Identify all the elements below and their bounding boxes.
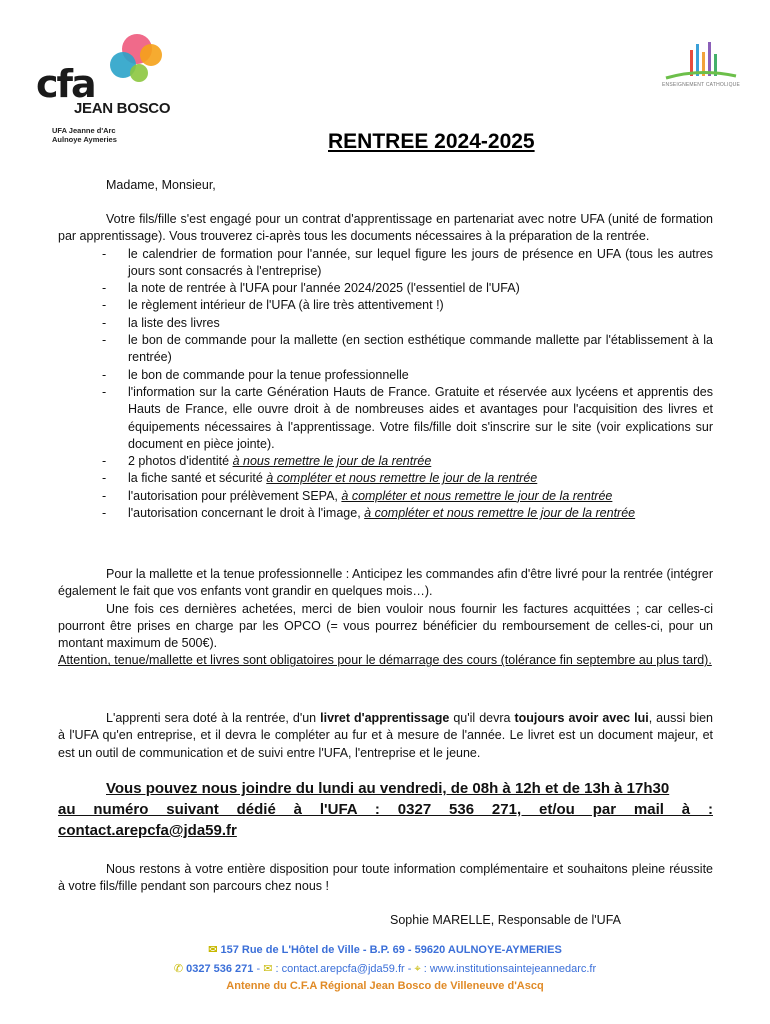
list-item: - l'information sur la carte Génération Hauts de France. Gratuite et réservée aux lycéens et apprentis des Hauts de France, elle ouvre droit à de nombreuses aides et avantages pour l'acquisition des livres et équipements nécessaires à l'apprentissage. Votre fils/fille doit s'inscrire sur le site (voir explications sur document en pièce jointe).: [58, 384, 713, 453]
catholique-label: ENSEIGNEMENT CATHOLIQUE: [661, 82, 741, 88]
footer-phone: 0327 536 271: [186, 963, 254, 975]
page-title: RENTREE 2024-2025: [328, 130, 535, 153]
mallette-paragraph: Pour la mallette et la tenue professionnelle : Anticipez les commandes afin d'être livré pour la rentrée (intégrer également le fait que vos enfants vont grandir en quelques mois…).: [58, 567, 713, 599]
list-item: - l'autorisation pour prélèvement SEPA, à compléter et nous remettre le jour de la rentrée: [58, 488, 713, 505]
salutation: [58, 177, 713, 194]
list-item: - le bon de commande pour la tenue professionnelle: [58, 367, 713, 384]
attention-paragraph: Attention, tenue/mallette et livres sont obligatoires pour le démarrage des cours (tolérance fin septembre au plus tard).: [58, 653, 712, 668]
list-item: - l'autorisation concernant le droit à l'image, à compléter et nous remettre le jour de la rentrée: [58, 505, 713, 522]
footer-antenne: Antenne du C.F.A Régional Jean Bosco de Villeneuve d'Ascq: [226, 980, 544, 992]
footer-web[interactable]: : www.institutionsaintejeannedarc.fr: [423, 963, 597, 975]
mallette-section: [58, 566, 713, 670]
logo-ufa-line2: Aulnoye Aymeries: [52, 135, 117, 144]
email-icon: ✉: [263, 963, 273, 975]
intro-section: [58, 211, 713, 522]
logo-word: cfa: [36, 62, 95, 106]
enseignement-catholique-logo: [660, 40, 742, 92]
footer-email[interactable]: : contact.arepcfa@jda59.fr: [275, 963, 405, 975]
logo-dot-orange: [140, 44, 162, 66]
closing-section: [58, 861, 713, 896]
envelope-icon: ✉: [208, 944, 218, 956]
factures-paragraph: Une fois ces dernières achetées, merci de bien vouloir nous fournir les factures acquittées ; car celles-ci pourront être prises en charge par les OPCO (= vous pourrez bénéficier du remboursement de celles-ci, pour un montant maximum de 500€).: [58, 601, 713, 651]
contact-phone-line: au numéro suivant dédié à l'UFA : 0327 536 271, et/ou par mail à :: [58, 801, 713, 818]
mouse-icon: ⌖: [414, 963, 421, 975]
logo-subtitle: JEAN BOSCO: [74, 100, 171, 117]
list-item: - 2 photos d'identité à nous remettre le jour de la rentrée: [58, 453, 713, 470]
phone-icon: ✆: [173, 963, 184, 975]
contact-block: [58, 778, 713, 841]
contact-hours: Vous pouvez nous joindre du lundi au vendredi, de 08h à 12h et de 13h à 17h30: [106, 780, 670, 797]
list-item: - le bon de commande pour la mallette (en section esthétique commande mallette par l'établissement à la rentrée): [58, 332, 713, 367]
catholique-emblem-icon: [660, 40, 742, 82]
list-item: - le calendrier de formation pour l'année, sur lequel figure les jours de présence en UFA (tous les autres jours sont consacrés à l'entreprise): [58, 246, 713, 281]
list-item: - le règlement intérieur de l'UFA (à lire très attentivement !): [58, 297, 713, 314]
footer-address: ✉ 157 Rue de L'Hôtel de Ville - B.P. 69 - 59620 AULNOYE-AYMERIES: [208, 944, 562, 956]
list-item: - la fiche santé et sécurité à compléter et nous remettre le jour de la rentrée: [58, 470, 713, 487]
salutation-text: Madame, Monsieur,: [106, 178, 216, 192]
livret-section: [58, 710, 713, 762]
contact-email[interactable]: contact.arepcfa@jda59.fr: [58, 822, 237, 839]
footer-contacts: ✆ 0327 536 271 - ✉ : contact.arepcfa@jda59.fr - ⌖ : www.institutionsaintejeannedarc.fr: [173, 963, 597, 975]
cfa-logo: [30, 34, 180, 144]
list-item: - la liste des livres: [58, 315, 713, 332]
logo-dot-green: [130, 64, 148, 82]
logo-ufa-text: [52, 126, 117, 144]
documents-list: [58, 246, 713, 523]
livret-paragraph: L'apprenti sera doté à la rentrée, d'un livret d'apprentissage qu'il devra toujours avoir avec lui, aussi bien à l'UFA qu'en entreprise, et il devra le compléter au fur et à mesure de l'année. Le livret est un document majeur, et est un outil de communication et de suivi entre l'UFA, l'entreprise et le jeune.: [58, 711, 713, 760]
logo-ufa-line1: UFA Jeanne d'Arc: [52, 126, 116, 135]
closing-paragraph: Nous restons à votre entière disposition pour toute information complémentaire et souhaitons pleine réussite à votre fils/fille pendant son parcours chez nous !: [58, 862, 713, 894]
signature: Sophie MARELLE, Responsable de l'UFA: [390, 913, 621, 927]
list-item: - la note de rentrée à l'UFA pour l'année 2024/2025 (l'essentiel de l'UFA): [58, 280, 713, 297]
intro-paragraph: Votre fils/fille s'est engagé pour un contrat d'apprentissage en partenariat avec notre UFA (unité de formation par apprentissage). Vous trouverez ci-après tous les documents nécessaires à la préparation de la rentrée.: [58, 212, 713, 244]
